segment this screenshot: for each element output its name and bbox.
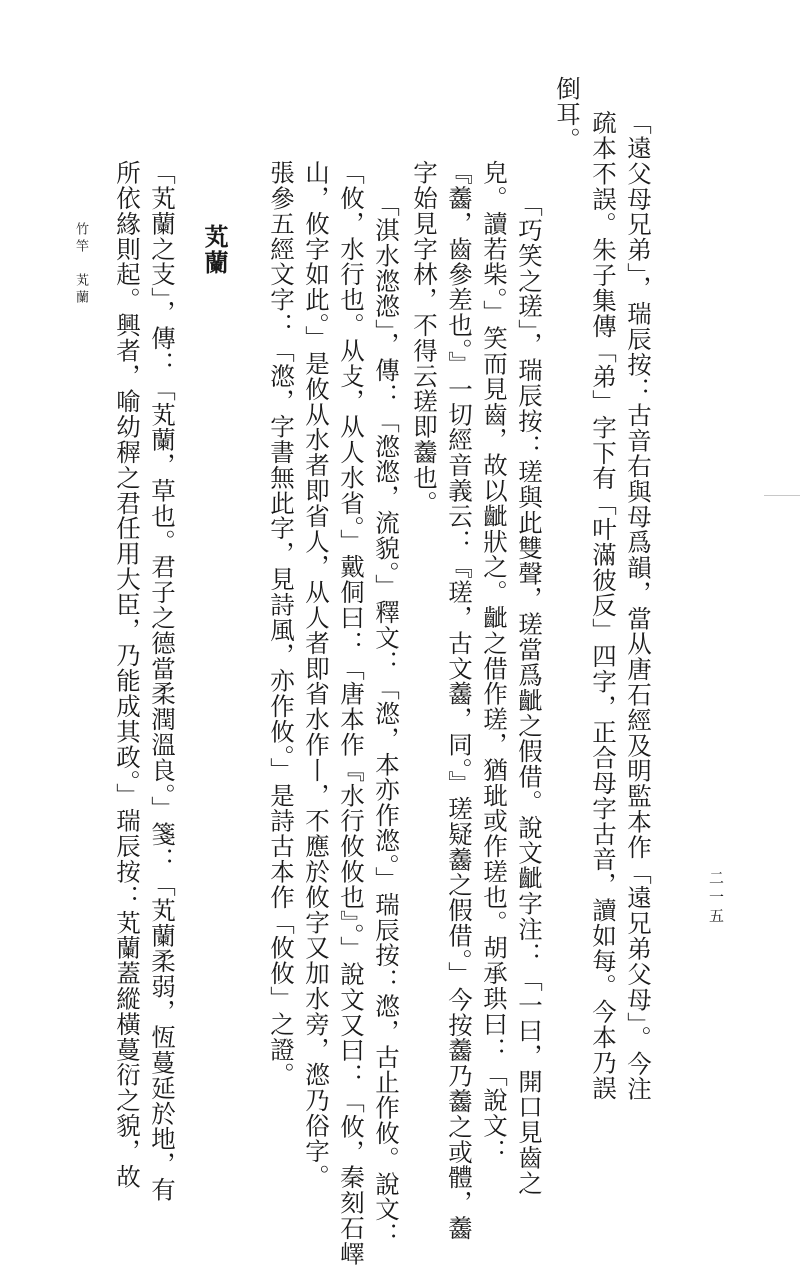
- text-column: 「攸，水行也。从攴，从人水省。」戴侗曰：「唐本作『水行攸攸也』。」說文又曰：「攸，秦刻石嶧: [337, 160, 366, 1266]
- text-column: 皃。讀若柴。」笑而見齒，故以齜狀之。齜之借作瑳，猶玼或作瑳也。胡承珙曰：「說文：: [480, 160, 509, 1164]
- text-column: 字始見字林，不得云瑳即齹也。: [410, 160, 439, 516]
- text-column: 「淇水滺滺」，傳：「滺滺，流貌。」釋文：「滺，本亦作滺。」瑞辰按：滺，古止作攸。說文：: [372, 192, 401, 1248]
- page-edge-mark: [764, 495, 800, 496]
- page-number: 二一五: [707, 870, 725, 927]
- text-column: 疏本不誤。朱子集傳「弟」字下有「叶滿彼反」四字，正合母字古音，讀如每。今本乃誤: [589, 110, 618, 1101]
- text-column: 「芄蘭之支」，傳：「芄蘭，草也。君子之德當柔潤溫良。」箋：「芄蘭柔弱，恆蔓延於地，有: [148, 160, 177, 1203]
- text-column: 山，攸字如此。」是攸从水者即省人，从人者即省水作丨，不應於攸字又加水旁，滺乃俗字。: [302, 160, 331, 1190]
- text-column: 「遠父母兄弟」，瑞辰按：古音右與母爲韻，當从唐石經及明監本作「遠兄弟父母」。今注: [624, 110, 653, 1102]
- text-column: 『齹，齒參差也。』一切經音義云：『瑳，古文齹，同。』瑳疑齹之假借。」今按齹乃齹之或體，齹: [445, 160, 474, 1241]
- running-head: 竹竿 芄蘭: [73, 222, 88, 307]
- text-column: 所依緣則起。興者，喻幼稺之君任用大臣，乃能成其政。」瑞辰按：芄蘭蓋縱橫蔓衍之貌，故: [113, 160, 142, 1190]
- text-column: 張參五經文字：「滺，字書無此字，見詩風，亦作攸。」是詩古本作「攸攸」之證。: [267, 160, 296, 1088]
- section-title: 芄蘭: [200, 224, 229, 276]
- text-column: 倒耳。: [553, 76, 582, 153]
- text-column: 「巧笑之瑳」，瑞辰按：瑳與此雙聲，瑳當爲齜之假借。說文齜字注：「一曰，開口見齒之: [515, 192, 544, 1196]
